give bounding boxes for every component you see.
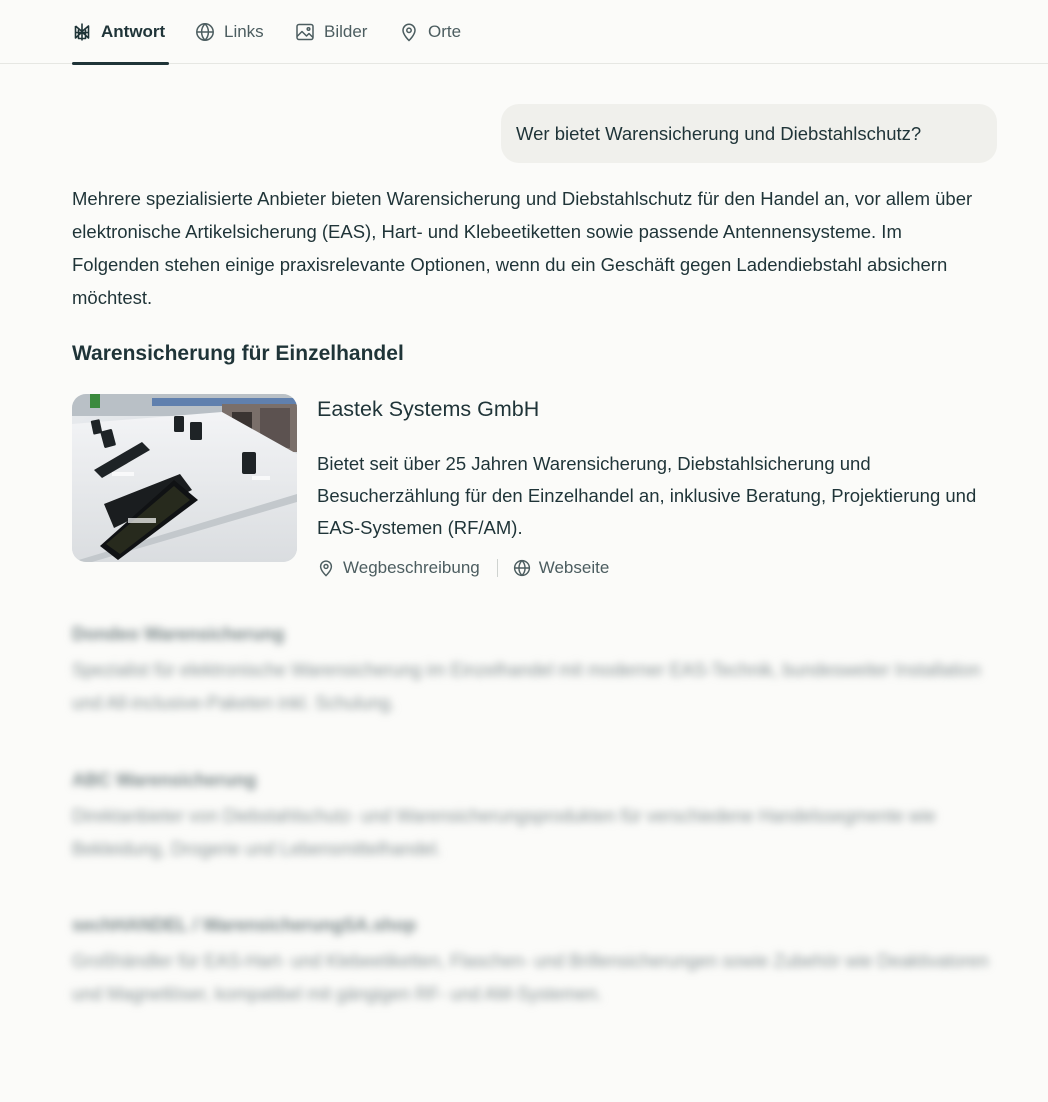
user-query-bubble xyxy=(501,104,997,163)
globe-icon xyxy=(195,22,215,42)
tab-links[interactable] xyxy=(195,0,264,64)
answer-intro: Mehrere spezialisierte Anbieter bieten Warensicherung und Diebstahlschutz für den Handel an, vor allem über elektronische Artikelsicherung (EAS), Hart- und Klebeetiketten sowie passende Antennensysteme. Im Folgenden stehen einige praxisrelevante Optionen, wenn du ein Geschäft gegen Ladendiebstahl absichern möchtest. xyxy=(72,188,973,308)
directions-link[interactable] xyxy=(317,558,480,578)
website-label: Webseite xyxy=(538,558,610,577)
website-link[interactable] xyxy=(513,558,610,578)
action-divider xyxy=(497,559,498,577)
user-query-text: Wer bietet Warensicherung und Diebstahlschutz? xyxy=(516,122,922,144)
tab-antwort[interactable] xyxy=(72,0,169,64)
tab-bar xyxy=(0,0,1048,64)
perplexity-logo-icon xyxy=(72,22,92,42)
tab-links-label: Links xyxy=(224,22,264,41)
directions-label: Wegbeschreibung xyxy=(343,558,480,577)
business-name[interactable]: Eastek Systems GmbH xyxy=(317,397,540,421)
tab-bilder[interactable] xyxy=(295,0,367,64)
blurred-entry-title: Dondeo Warensicherung xyxy=(72,624,285,644)
blurred-entry xyxy=(72,915,1002,1011)
blurred-entry-title: ABC Warensicherung xyxy=(72,770,257,790)
blurred-entry-description: Spezialist für elektronische Warensicherung im Einzelhandel mit moderner EAS-Technik, bundesweiter Installation und All-inclusive-Paketen inkl. Schulung. xyxy=(72,660,981,713)
tab-orte[interactable] xyxy=(399,0,461,64)
map-pin-icon xyxy=(317,559,335,577)
section-heading: Warensicherung für Einzelhandel xyxy=(72,342,404,365)
blurred-entry xyxy=(72,624,1002,720)
blurred-entry-description: Direktanbieter von Diebstahlschutz- und Warensicherungsprodukten für verschiedene Handelssegmente wie Bekleidung, Drogerie und Lebensmittelhandel. xyxy=(72,806,936,859)
tab-bilder-label: Bilder xyxy=(324,22,368,41)
tab-antwort-label: Antwort xyxy=(101,22,166,41)
tab-orte-label: Orte xyxy=(428,22,462,41)
business-description: Bietet seit über 25 Jahren Warensicherung, Diebstahlsicherung und Besucherzählung für den Einzelhandel an, inklusive Beratung, Projektierung und EAS-Systemen (RF/AM). xyxy=(317,453,977,538)
business-actions xyxy=(317,556,609,580)
image-icon xyxy=(295,22,315,42)
blurred-entry-title: sechHANDEL / WarensicherungSA.shop xyxy=(72,915,417,935)
business-thumbnail[interactable] xyxy=(72,394,297,562)
blurred-entry-description: Großhändler für EAS-Hart- und Klebeetiketten, Flaschen- und Brillensicherungen sowie Zubehör wie Deaktivatoren und Magnetlöser, kompatibel mit gängigen RF- und AM-Systemen. xyxy=(72,951,989,1004)
map-pin-icon xyxy=(399,22,419,42)
store-display-image xyxy=(72,394,297,562)
blurred-entry xyxy=(72,770,1002,866)
globe-icon xyxy=(513,559,531,577)
